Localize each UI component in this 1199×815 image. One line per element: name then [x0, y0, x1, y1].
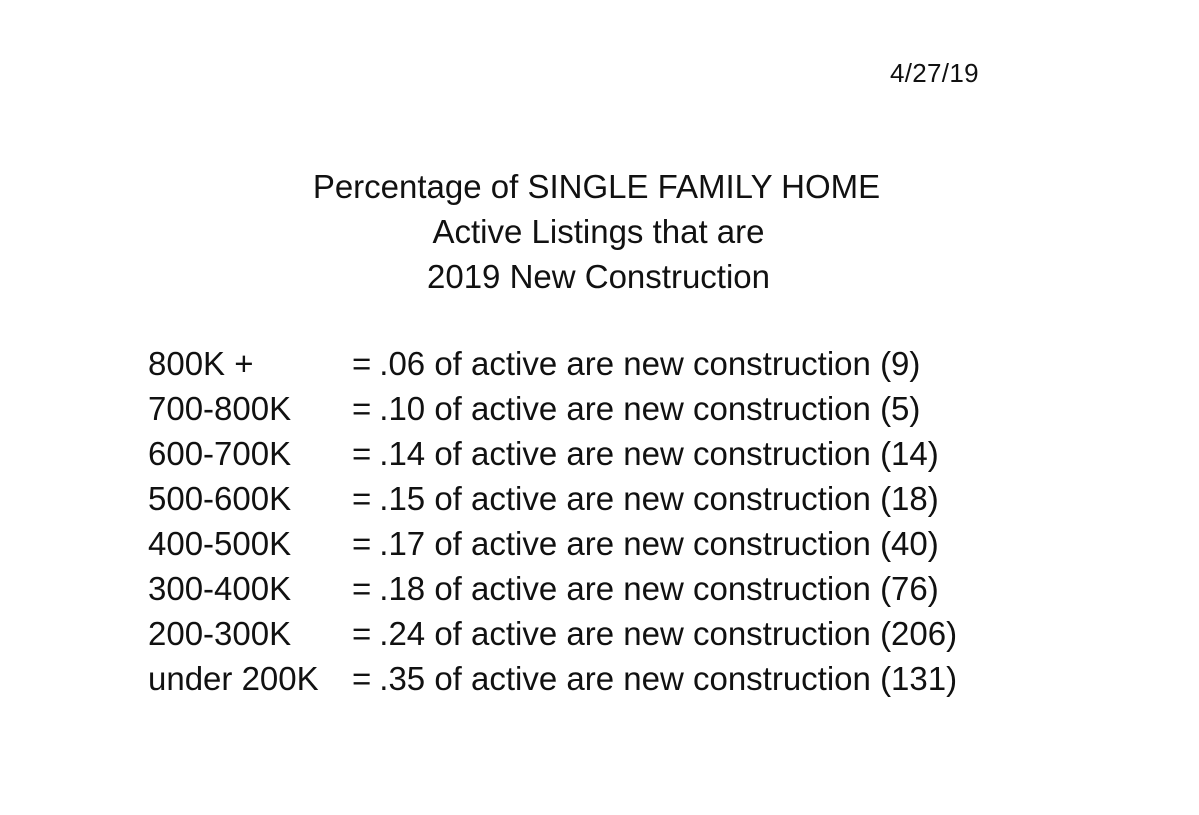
share-value: .24 [379, 615, 426, 652]
share-value: .15 [379, 480, 426, 517]
listing-count: (206) [880, 615, 958, 652]
row-statistic [352, 611, 957, 656]
share-value: .10 [379, 390, 426, 427]
price-range-label: 800K + [148, 345, 254, 382]
share-value: .17 [379, 525, 426, 562]
row-statistic [352, 566, 939, 611]
row-statistic [352, 341, 920, 386]
price-range-label: 600-700K [148, 435, 292, 472]
share-description: of active are new construction [434, 615, 871, 652]
listing-count: (5) [880, 390, 921, 427]
listing-count: (40) [880, 525, 939, 562]
listing-count: (14) [880, 435, 939, 472]
share-description: of active are new construction [434, 525, 871, 562]
share-value: .14 [379, 435, 426, 472]
share-description: of active are new construction [434, 435, 871, 472]
price-range-label: under 200K [148, 660, 319, 697]
price-range-label: 400-500K [148, 525, 292, 562]
share-description: of active are new construction [434, 570, 871, 607]
equals-sign: = [352, 480, 372, 517]
title-line-2: Active Listings that are [432, 213, 765, 250]
price-range-label: 300-400K [148, 570, 292, 607]
title-line-1: Percentage of SINGLE FAMILY HOME [312, 168, 881, 205]
equals-sign: = [352, 660, 372, 697]
row-statistic [352, 521, 939, 566]
price-range-label: 500-600K [148, 480, 292, 517]
equals-sign: = [352, 615, 372, 652]
share-description: of active are new construction [434, 660, 871, 697]
equals-sign: = [352, 525, 372, 562]
share-description: of active are new construction [434, 390, 871, 427]
equals-sign: = [352, 345, 372, 382]
price-range-label: 700-800K [148, 390, 292, 427]
price-range-label: 200-300K [148, 615, 292, 652]
listing-count: (76) [880, 570, 939, 607]
equals-sign: = [352, 390, 372, 427]
listing-count: (9) [880, 345, 921, 382]
share-value: .35 [379, 660, 426, 697]
share-description: of active are new construction [434, 480, 871, 517]
share-description: of active are new construction [434, 345, 871, 382]
equals-sign: = [352, 435, 372, 472]
row-statistic [352, 386, 920, 431]
document-date: 4/27/19 [890, 58, 979, 88]
row-statistic [352, 431, 939, 476]
equals-sign: = [352, 570, 372, 607]
listing-count: (131) [880, 660, 958, 697]
row-statistic [352, 476, 939, 521]
listing-count: (18) [880, 480, 939, 517]
title-line-3: 2019 New Construction [426, 258, 771, 295]
share-value: .18 [379, 570, 426, 607]
share-value: .06 [379, 345, 426, 382]
row-statistic [352, 656, 957, 701]
document-title [0, 164, 1199, 299]
